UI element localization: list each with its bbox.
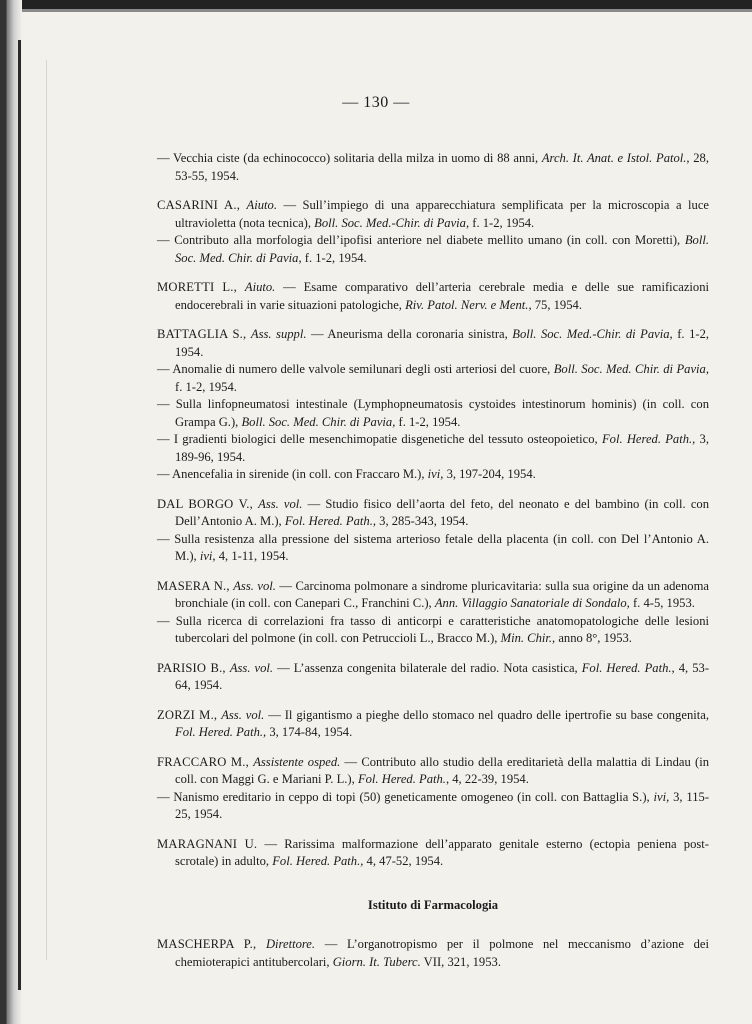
publication-item	[157, 326, 709, 361]
journal-name: Riv. Patol. Nerv. e Ment.,	[405, 297, 532, 312]
bibliography-entry	[157, 197, 709, 267]
citation-details: 28, 53-55, 1954.	[175, 151, 709, 183]
citation-title: — Il gigantismo a pieghe dello stomaco nel quadro delle ipertrofie su base congenita,	[264, 707, 709, 722]
bibliography-entry	[157, 836, 709, 871]
scan-top-edge	[0, 0, 752, 9]
citation-title: — Rarissima malformazione dell’apparato genitale esterno (ectopia peniena post-scrotale) in adulto,	[175, 836, 709, 868]
citation-title: — Aneurisma della coronaria sinistra,	[306, 327, 513, 341]
journal-name: Ann. Villaggio Sanatoriale di Sondalo,	[434, 596, 630, 610]
citation-title: — Anomalie di numero delle valvole semilunari degli osti arteriosi del cuore,	[157, 362, 554, 376]
citation-details: 3, 189-96, 1954.	[175, 432, 709, 464]
author-role: Ass. vol.	[233, 578, 276, 593]
journal-name: ivi,	[653, 789, 670, 804]
citation-title: — Vecchia ciste (da echinococco) solitaria della milza in uomo di 88 anni,	[157, 151, 542, 165]
journal-name: Fol. Hered. Path.,	[284, 514, 377, 528]
author-name: ZORZI M.,	[157, 707, 218, 722]
citation-title: — Contributo alla morfologia dell’ipofisi anteriore nel diabete mellito umano (in coll. con Moretti),	[157, 233, 685, 247]
journal-name: ivi,	[199, 549, 216, 563]
citation-title: — Anencefalia in sirenide (in coll. con Fraccaro M.),	[157, 467, 428, 481]
citation-title: — Nanismo ereditario in ceppo di topi (50) geneticamente omogeneo (in coll. con Battaglia S.),	[157, 789, 654, 804]
citation-details: f. 1-2, 1954.	[301, 250, 367, 265]
author-role: Ass. vol.	[221, 707, 265, 722]
citation-details: 4, 53-64, 1954.	[175, 660, 710, 692]
citation-details: f. 1-2, 1954.	[175, 327, 710, 359]
author-name: CASARINI A.,	[157, 198, 241, 212]
journal-name: Boll. Soc. Med.-Chir. di Pavia,	[314, 215, 470, 230]
journal-name: Fol. Hered. Path.,	[357, 772, 450, 786]
journal-name: Giorn. It. Tuberc.	[332, 954, 421, 969]
scan-top-shadow	[0, 9, 752, 12]
publication-item	[157, 150, 709, 185]
journal-name: Boll. Soc. Med. Chir. di Pavia,	[175, 233, 709, 265]
spine-fold-line	[46, 60, 47, 960]
publication-item	[157, 197, 709, 232]
author-name: MASERA N.,	[157, 578, 230, 593]
bibliography-list	[157, 150, 709, 983]
publication-item	[157, 660, 709, 695]
publication-item	[157, 232, 709, 267]
author-name: PARISIO B.,	[157, 660, 226, 675]
publication-item	[157, 789, 709, 824]
author-role: Assistente osped.	[253, 754, 341, 769]
publication-item	[157, 466, 709, 484]
citation-title: — Esame comparativo dell’arteria cerebrale media e delle sue ramificazioni endocerebrali in varie situazioni patologiche,	[175, 280, 710, 312]
citation-title: — Sulla linfopneumatosi intestinale (Lymphopneumatosis cystoides intestinorum hominis) (in coll. con Grampa G.),	[157, 397, 709, 429]
journal-name: Min. Chir.,	[500, 631, 556, 645]
author-name: DAL BORGO V.,	[157, 496, 253, 511]
page-number: — 130 —	[342, 94, 410, 111]
publication-item	[157, 361, 709, 396]
journal-name: Fol. Hered. Path.,	[581, 660, 675, 675]
author-name: MORETTI L.,	[157, 280, 238, 294]
publication-item	[157, 754, 709, 789]
citation-details: f. 1-2, 1954.	[175, 379, 237, 394]
publication-item	[157, 496, 709, 531]
author-role: Aiuto.	[244, 280, 276, 294]
bibliography-entry	[157, 496, 709, 566]
publication-item	[157, 578, 709, 613]
journal-name: Arch. It. Anat. e Istol. Patol.,	[541, 151, 690, 165]
author-name: BATTAGLIA S.,	[157, 327, 247, 341]
publication-item	[157, 396, 709, 431]
citation-details: 3, 115-25, 1954.	[175, 789, 710, 821]
journal-name: Fol. Hered. Path.,	[272, 854, 364, 868]
citation-details: 3, 174-84, 1954.	[266, 725, 353, 739]
author-role: Direttore.	[265, 937, 316, 951]
citation-title: — Carcinoma polmonare a sindrome pluricavitaria: sulla sua origine da un adenoma bronchiale (in coll. con Canepari C., Franchini C.),	[175, 578, 709, 610]
publication-item	[157, 531, 709, 566]
citation-title: — Sull’impiego di una apparecchiatura semplificata per la microscopia a luce ultravioletta (nota tecnica),	[175, 198, 709, 230]
citation-title: — Contributo allo studio della ereditarietà della malattia di Lindau (in coll. con Maggi G. e Mariani P. L.),	[175, 754, 709, 786]
bibliography-entry	[157, 660, 709, 695]
bibliography-entry	[157, 150, 709, 185]
citation-title: — Sulla resistenza alla pressione del sistema arterioso fetale della placenta (in coll. con Del l’Antonio A. M.),	[157, 531, 709, 563]
publication-item	[157, 707, 709, 742]
journal-name: Fol. Hered. Path.,	[601, 432, 696, 446]
citation-title: — I gradienti biologici delle mesenchimopatie disgenetiche del tessuto osteopoietico,	[157, 432, 602, 446]
citation-details: 4, 1-11, 1954.	[215, 549, 289, 563]
citation-details: 75, 1954.	[531, 297, 582, 312]
citation-title: — L’assenza congenita bilaterale del radio. Nota casistica,	[273, 660, 582, 675]
citation-details: f. 4-5, 1953.	[629, 596, 695, 610]
author-role: Ass. vol.	[229, 660, 274, 675]
citation-details: VII, 321, 1953.	[420, 954, 501, 969]
author-name: FRACCARO M.,	[157, 754, 249, 769]
citation-details: 3, 197-204, 1954.	[443, 467, 536, 481]
publication-item	[157, 431, 709, 466]
publication-item	[157, 613, 709, 648]
citation-details: 4, 47-52, 1954.	[363, 854, 444, 868]
journal-name: ivi,	[427, 467, 444, 481]
journal-name: Boll. Soc. Med.-Chir. di Pavia,	[512, 327, 673, 341]
publication-item	[157, 936, 709, 971]
bibliography-entry	[157, 279, 709, 314]
bibliography-entry	[157, 578, 709, 648]
bibliography-entry	[157, 326, 709, 484]
citation-title: — Sulla ricerca di correlazioni fra tasso di anticorpi e caratteristiche anatomopatologiche delle lesioni tubercolari del polmone (in coll. con Petruccioli L., Bracco M.),	[157, 613, 709, 645]
citation-details: f. 1-2, 1954.	[469, 215, 535, 230]
citation-details: f. 1-2, 1954.	[395, 414, 461, 429]
author-role: Aiuto.	[246, 198, 277, 212]
author-role: Ass. vol.	[258, 496, 303, 511]
spine-binding-line	[18, 40, 21, 990]
publication-item	[157, 279, 709, 314]
author-name: MARAGNANI U.	[157, 836, 258, 851]
publication-item	[157, 836, 709, 871]
citation-title: — Studio fisico dell’aorta del feto, del neonato e del bambino (in coll. con Dell’Antonio A. M.),	[175, 496, 709, 528]
citation-details: anno 8°, 1953.	[555, 631, 632, 645]
author-name: MASCHERPA P.,	[157, 937, 257, 951]
bibliography-entry	[157, 754, 709, 824]
bibliography-entry	[157, 936, 709, 971]
author-role: Ass. suppl.	[250, 327, 307, 341]
citation-details: 4, 22-39, 1954.	[449, 772, 529, 786]
citation-title: — L’organotropismo per il polmone nel meccanismo d’azione dei chemioterapici antitubercolari,	[175, 937, 709, 969]
citation-details: 3, 285-343, 1954.	[376, 514, 469, 528]
journal-name: Boll. Soc. Med. Chir. di Pavia,	[553, 362, 710, 376]
journal-name: Boll. Soc. Med. Chir. di Pavia,	[241, 414, 396, 429]
journal-name: Fol. Hered. Path.,	[175, 725, 267, 739]
bibliography-entry	[157, 707, 709, 742]
section-title: Istituto di Farmacologia	[367, 897, 499, 912]
